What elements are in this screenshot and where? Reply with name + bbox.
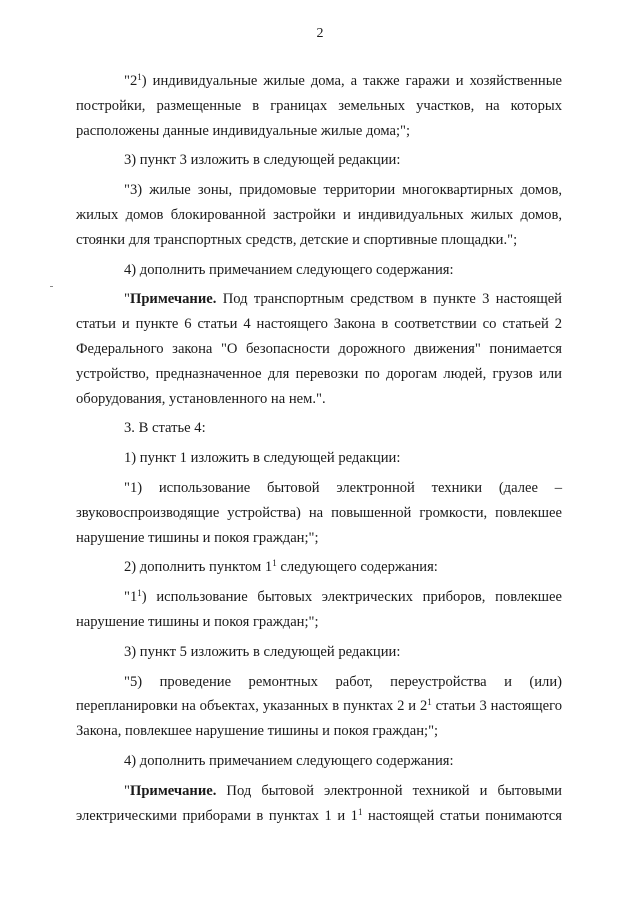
- paragraph-item-3-instruction: 3) пункт 3 изложить в следующей редакции:: [124, 152, 401, 169]
- paragraph-item-5-instruction: 3) пункт 5 изложить в следующей редакции:: [124, 643, 401, 660]
- document-body: [76, 69, 562, 828]
- page-number: 2: [316, 26, 324, 41]
- paragraph-item-5-text: "5) проведение ремонтных работ, переустройства и (или) перепланировки на объектах, указанных в пунктах 2 и $2^1$ статьи 3 настоящего Закона, повлекшее нарушение тишины и покоя граждан;";: [76, 673, 562, 740]
- paragraph-2-1: "$2^1$) индивидуальные жилые дома, а также гаражи и хозяйственные постройки, размещенные в границах земельных участков, на которых расположены данные индивидуальные жилые дома;";: [76, 72, 562, 139]
- paragraph-note-instruction-2: 4) дополнить примечанием следующего содержания:: [124, 752, 454, 769]
- paragraph-item-1-1-instruction: 2) дополнить пунктом $1^1$ следующего содержания:: [124, 558, 438, 576]
- paragraph-item-1-instruction: 1) пункт 1 изложить в следующей редакции:: [124, 450, 401, 467]
- paragraph-item-1-1-text: "$1^1$) использование бытовых электрических приборов, повлекшее нарушение тишины и покоя граждан;";: [76, 588, 562, 630]
- paragraph-item-1-text: "1) использование бытовой электронной техники (далее – звуковоспроизводящие устройства) на повышенной громкости, повлекшее нарушение тишины и покоя граждан;";: [76, 479, 562, 546]
- paragraph-note-transport: "Примечание. Под транспортным средством в пункте 3 настоящей статьи и пункте 6 статьи 4 настоящего Закона в соответствии со статьей 2 Федерального закона "О безопасности дорожного движения" понимается устройство, предназначенное для перевозки по дорогам людей, грузов или оборудования, установленного на нем.".: [76, 291, 562, 407]
- scan-mark: [50, 286, 53, 287]
- paragraph-article-4-heading: 3. В статье 4:: [124, 420, 206, 437]
- paragraph-note-appliances: "Примечание. Под бытовой электронной техникой и бытовыми электрическими приборами в пунктах 1 и $1^1$ настоящей статьи понимаются: [76, 782, 562, 824]
- paragraph-item-3-text: "3) жилые зоны, придомовые территории многоквартирных домов, жилых домов блокированной застройки и индивидуальных жилых домов, стоянки для транспортных средств, детские и спортивные площадки.";: [76, 182, 562, 248]
- paragraph-note-instruction: 4) дополнить примечанием следующего содержания:: [124, 261, 454, 278]
